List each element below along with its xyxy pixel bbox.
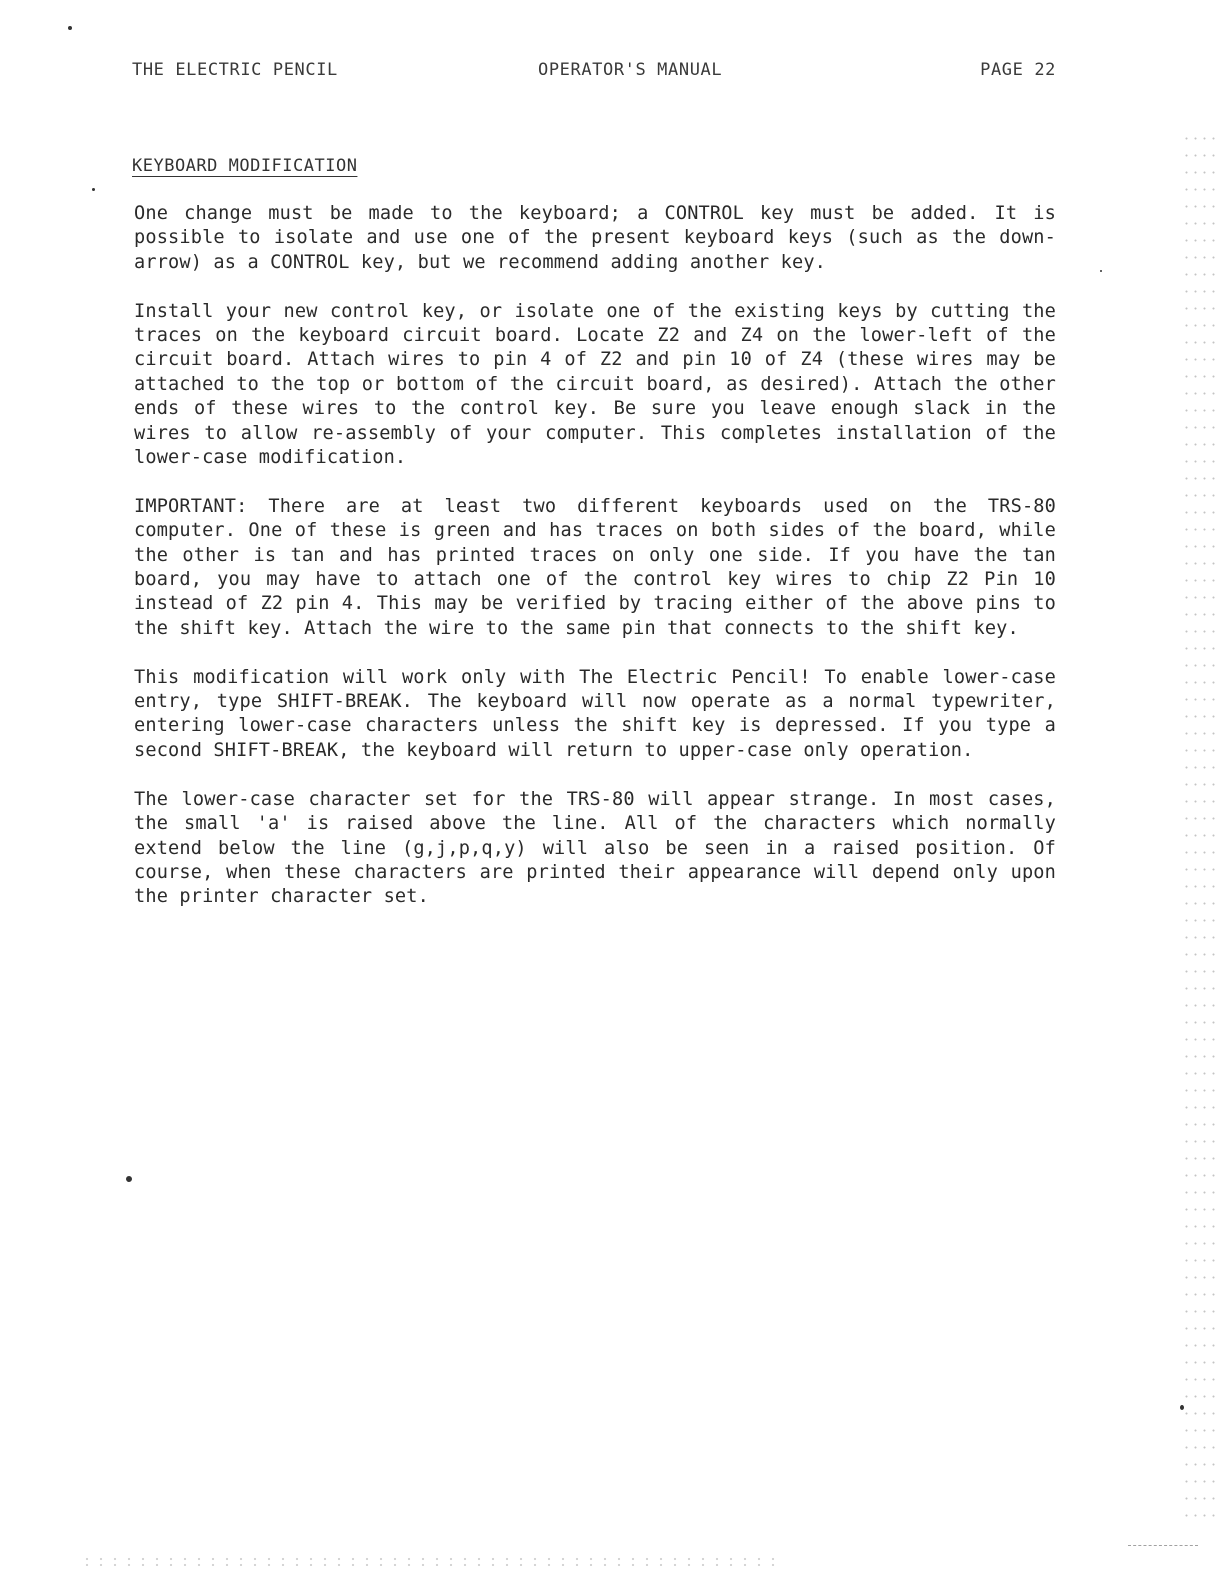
section-body	[134, 202, 1056, 934]
scan-speck	[126, 1176, 132, 1182]
paragraph-control-key-intro: One change must be made to the keyboard; a CONTROL key must be added. It is possible to isolate and use one of the present keyboard keys (such as the down-arrow) as a CONTROL key, but we recommend adding another key.	[134, 203, 1056, 273]
header-document-type: OPERATOR'S MANUAL	[538, 60, 723, 80]
paragraph-important-note: IMPORTANT: There are at least two different keyboards used on the TRS-80 computer. One of these is green and has traces on both sides of the board, while the other is tan and has printed traces on only one side. If you have the tan board, you may have to attach one of the control key wires to chip Z2 Pin 10 instead of Z2 pin 4. This may be verified by tracing either of the above pins to the shift key. Attach the wire to the same pin that connects to the shift key.	[134, 495, 1056, 639]
paragraph-installation: Install your new control key, or isolate one of the existing keys by cutting the traces on the keyboard circuit board. Locate Z2 and Z4 on the lower-left of the circuit board. Attach wires to pin 4 of Z2 and pin 10 of Z4 (these wires may be attached to the top or bottom of the circuit board, as desired). Attach the other ends of these wires to the control key. Be sure you leave enough slack in the wires to allow re-assembly of your computer. This completes installation of the lower-case modification.	[134, 300, 1056, 469]
scan-edge-noise	[1182, 130, 1216, 1530]
scan-corner-mark	[1128, 1545, 1198, 1552]
scan-speck	[68, 26, 72, 30]
header-manual-name: THE ELECTRIC PENCIL	[132, 60, 338, 80]
paragraph-character-set: The lower-case character set for the TRS-80 will appear strange. In most cases, the small 'a' is raised above the line. All of the characters which normally extend below the line (g,j,p,q,y) will also be seen in a raised position. Of course, when these characters are printed their appearance will depend only upon the printer character set.	[134, 788, 1056, 908]
scan-speck	[1100, 270, 1102, 272]
paragraph-usage: This modification will work only with The Electric Pencil! To enable lower-case entry, type SHIFT-BREAK. The keyboard will now operate as a normal typewriter, entering lower-case characters unless the shift key is depressed. If you type a second SHIFT-BREAK, the keyboard will return to upper-case only operation.	[134, 666, 1056, 761]
section-title: KEYBOARD MODIFICATION	[132, 156, 358, 176]
page-header	[132, 60, 1056, 84]
scan-speck	[92, 188, 95, 191]
scan-bottom-noise	[80, 1556, 780, 1566]
header-page-number: PAGE 22	[980, 60, 1056, 80]
